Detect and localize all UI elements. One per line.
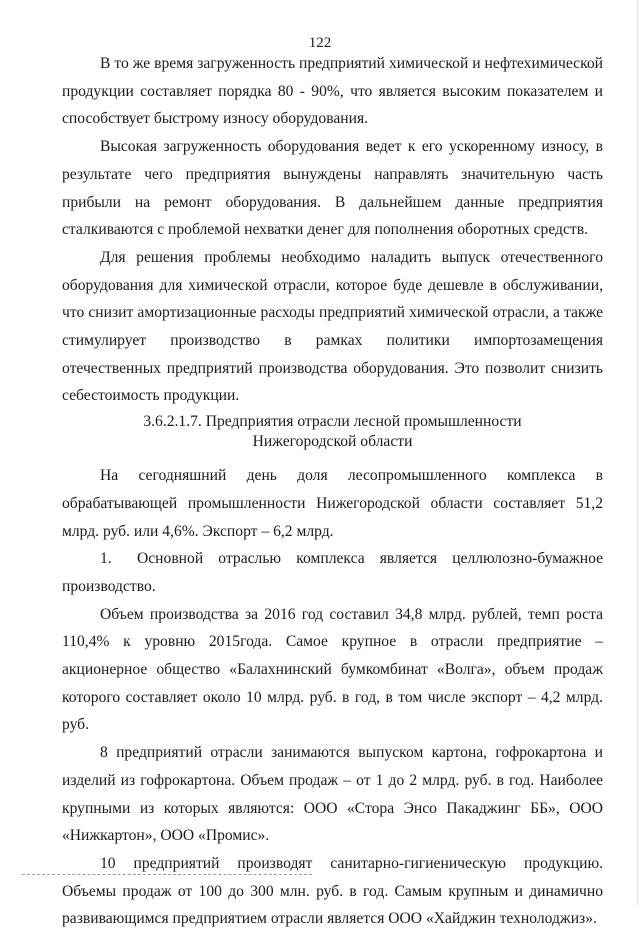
list-item-text: Основной отраслью комплекса является целлюлозно-бумажное (137, 550, 603, 568)
paragraph-equipment-wear: Высокая загруженность оборудования ведет к его ускоренному износу, в результате чего предприятия вынуждены направлять значительную часть прибыли на ремонт оборудования. В дальнейшем данные предприятия сталкиваются с проблемой нехватки денег для пополнения оборотных средств. (62, 138, 603, 239)
paragraph-forestry-share: На сегодняшний день доля лесопромышленного комплекса в обрабатывающей промышленности Нижегородской области составляет 51,2 млрд. руб. или 4,6%. Экспорт – 6,2 млрд. (62, 467, 603, 540)
list-item (62, 545, 603, 573)
paragraph-sanitary: 10 предприятий производят санитарно-гигиеническую продукцию. Объемы продаж от 100 до 300 млн. руб. в год. Самым крупным и динамично развивающимся предприятием отрасли является ООО «Хайджин технолоджиз». (62, 854, 603, 928)
paragraph-production-volume: Объем производства за 2016 год составил 34,8 млрд. рублей, темп роста 110,4% к уровню 2015года. Самое крупное в отрасли предприятие – акционерное общество «Балахнинский бумкомбинат «Волга», объем продаж которого составляет около 10 млрд. руб. в год, в том числе экспорт – 4,2 млрд. руб. (62, 605, 603, 734)
scan-edge-line (22, 874, 312, 875)
paragraph-solution: Для решения проблемы необходимо наладить выпуск отечественного оборудования для химической отрасли, которое буде дешевле в обслуживании, что снизит амортизационные расходы предприятий химической отрасли, а также стимулирует производство в рамках политики импортозамещения отечественных предприятий производства оборудования. Это позволит снизить себестоимость продукции. (62, 248, 603, 405)
section-heading-line1: 3.6.2.1.7. Предприятия отрасли лесной промышленности (143, 413, 522, 431)
list-item-number: 1. (100, 550, 112, 568)
page-content (62, 50, 603, 933)
paragraph-cardboard: 8 предприятий отрасли занимаются выпуском картона, гофрокартона и изделий из гофрокартона. Объем продаж – от 1 до 2 млрд. руб. в год. Наиболее крупными из которых являются: ООО «Стора Энсо Пакаджинг ББ», ООО «Нижкартон», ООО «Промис». (62, 744, 603, 845)
page-number: 122 (308, 35, 332, 51)
list-item-continuation: производство. (62, 577, 156, 595)
scan-right-edge (637, 0, 638, 905)
section-heading-line2: Нижегородской области (252, 433, 413, 451)
section-heading (62, 412, 603, 452)
paragraph-chemical-load: В то же время загруженность предприятий химической и нефтехимической продукции составляет порядка 80 - 90%, что является высоким показателем и способствует быстрому износу оборудования. (62, 55, 603, 128)
